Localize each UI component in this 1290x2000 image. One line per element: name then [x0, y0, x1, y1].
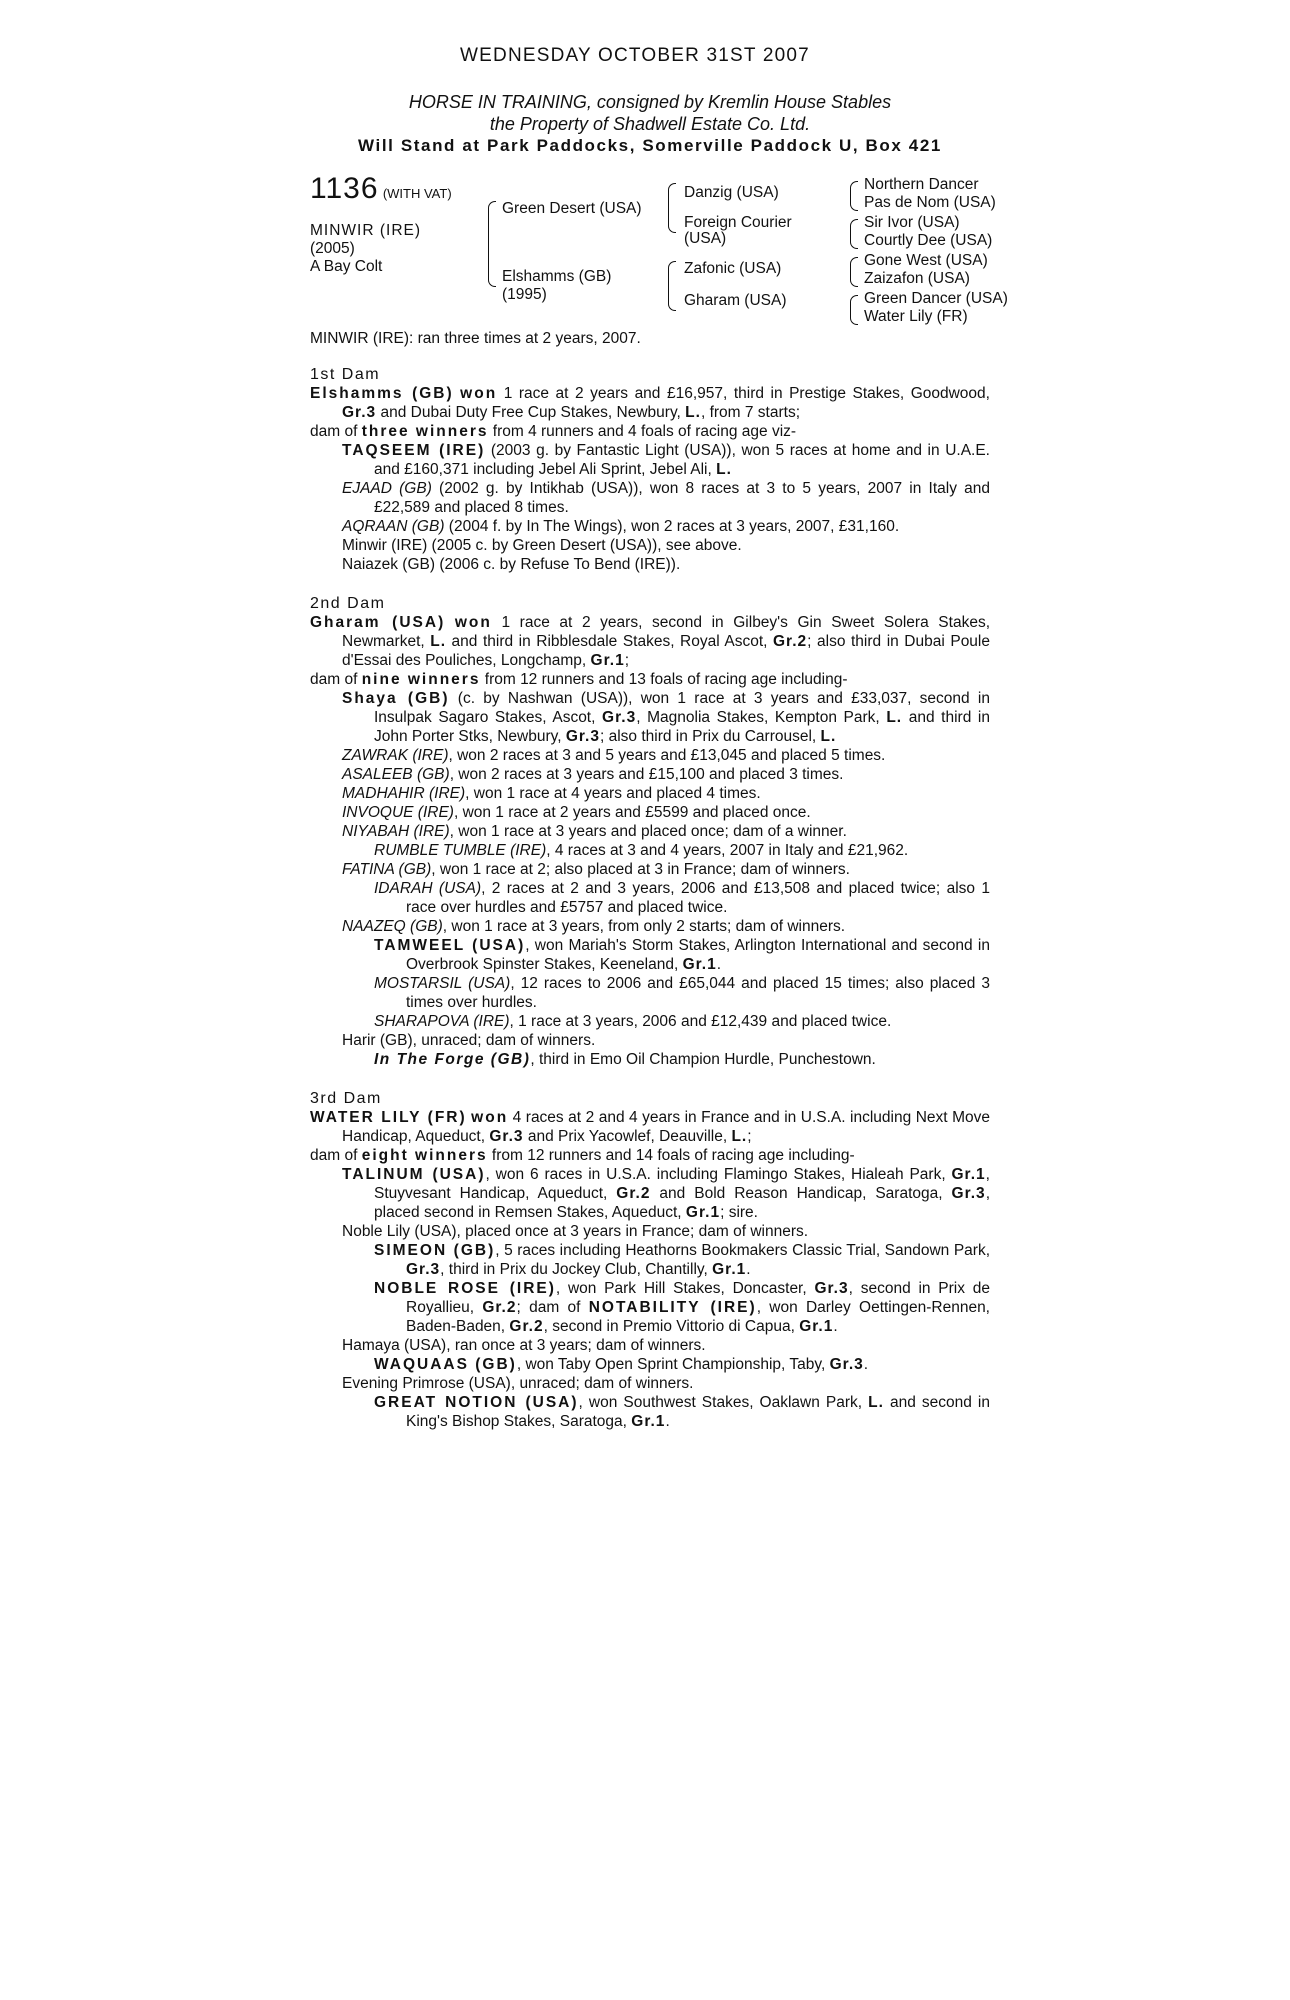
ped-sds: Sir Ivor (USA)	[864, 214, 960, 231]
produce-noble-rose: NOBLE ROSE (IRE), won Park Hill Stakes, Doncaster, Gr.3, second in Prix de Royallieu, Gr.2; dam of NOTABILITY (IRE), won Darley Oettingen-Rennen, Baden-Baden, Gr.2, second in Premio Vittorio di Capua, Gr.1.	[374, 1280, 991, 1335]
stabling-line: Will Stand at Park Paddocks, Somerville Paddock U, Box 421	[358, 136, 942, 155]
race-summary: MINWIR (IRE): ran three times at 2 years, 2007.	[310, 330, 641, 347]
vat-note: (WITH VAT)	[382, 186, 452, 201]
produce-rumble-tumble: RUMBLE TUMBLE (IRE), 4 races at 3 and 4 years, 2007 in Italy and £21,962.	[374, 842, 909, 859]
brace-dam	[668, 261, 676, 311]
produce-harir: Harir (GB), unraced; dam of winners.	[342, 1032, 596, 1049]
ped-sire-dam-2: (USA)	[684, 230, 727, 247]
third-dam-produce: dam of eight winners from 12 runners and 14 foals of racing age including-	[310, 1147, 855, 1164]
third-dam-title: 3rd Dam	[310, 1090, 382, 1107]
ped-sire-dam: Foreign Courier	[684, 214, 792, 231]
ped-dds: Green Dancer (USA)	[864, 290, 1008, 307]
brace-dd	[850, 295, 858, 325]
lot-number: 1136	[310, 172, 379, 205]
ped-sire: Green Desert (USA)	[502, 200, 642, 217]
pedigree-table	[310, 172, 1008, 347]
ped-sire-sire: Danzig (USA)	[684, 184, 779, 201]
lot-number-block	[310, 172, 452, 205]
produce-niyabah: NIYABAH (IRE), won 1 race at 3 years and placed once; dam of a winner.	[342, 823, 847, 840]
produce-simeon: SIMEON (GB), 5 races including Heathorns Bookmakers Classic Trial, Sandown Park, Gr.3, third in Prix du Jockey Club, Chantilly, Gr.1.	[374, 1242, 990, 1278]
brace-lot	[488, 201, 496, 287]
second-dam-title: 2nd Dam	[310, 595, 386, 612]
first-dam-section	[310, 365, 990, 574]
produce-zawrak: ZAWRAK (IRE), won 2 races at 3 and 5 years and £13,045 and placed 5 times.	[342, 747, 886, 764]
produce-hamaya: Hamaya (USA), ran once at 3 years; dam of winners.	[342, 1337, 706, 1354]
produce-fatina: FATINA (GB), won 1 race at 2; also placed at 3 in France; dam of winners.	[342, 861, 850, 878]
ped-ddd: Water Lily (FR)	[864, 308, 968, 325]
produce-talinum: TALINUM (USA), won 6 races in U.S.A. including Flamingo Stakes, Hialeah Park, Gr.1, Stuyvesant Handicap, Aqueduct, Gr.2 and Bold Reason Handicap, Saratoga, Gr.3, placed second in Remsen Stakes, Aqueduct, Gr.1; sire.	[342, 1166, 990, 1221]
horse-description: A Bay Colt	[310, 258, 383, 275]
brace-ss	[850, 181, 858, 211]
brace-sd	[850, 219, 858, 249]
produce-minwir: Minwir (IRE) (2005 c. by Green Desert (USA)), see above.	[342, 537, 742, 554]
second-dam-record: Gharam (USA) won 1 race at 2 years, second in Gilbey's Gin Sweet Solera Stakes, Newmarket, L. and third in Ribblesdale Stakes, Royal Ascot, Gr.2; also third in Dubai Poule d'Essai des Pouliches, Longchamp, Gr.1;	[310, 614, 990, 669]
produce-noble-lily: Noble Lily (USA), placed once at 3 years in France; dam of winners.	[342, 1223, 809, 1240]
second-dam-produce: dam of nine winners from 12 runners and 13 foals of racing age including-	[310, 671, 848, 688]
ped-dam: Elshamms (GB)	[502, 268, 612, 285]
third-dam-section	[310, 1089, 990, 1431]
third-dam-record: WATER LILY (FR) won 4 races at 2 and 4 years in France and in U.S.A. including Next Move Handicap, Aqueduct, Gr.3 and Prix Yacowlef, Deauville, L.;	[310, 1109, 990, 1145]
first-dam-produce: dam of three winners from 4 runners and 4 foals of racing age viz-	[310, 423, 797, 440]
produce-madhahir: MADHAHIR (IRE), won 1 race at 4 years and placed 4 times.	[342, 785, 761, 802]
produce-invoque: INVOQUE (IRE), won 1 race at 2 years and £5599 and placed once.	[342, 804, 811, 821]
ped-dsd: Zaizafon (USA)	[864, 270, 970, 287]
produce-naiazek: Naiazek (GB) (2006 c. by Refuse To Bend (IRE)).	[342, 556, 681, 573]
produce-in-the-forge: In The Forge (GB), third in Emo Oil Champion Hurdle, Punchestown.	[374, 1051, 876, 1068]
horse-name: MINWIR (IRE)	[310, 222, 422, 239]
produce-asaleeb: ASALEEB (GB), won 2 races at 3 years and £15,100 and placed 3 times.	[342, 766, 844, 783]
first-dam-record: Elshamms (GB) won 1 race at 2 years and £16,957, third in Prestige Stakes, Goodwood, Gr.3 and Dubai Duty Free Cup Stakes, Newbury, L., from 7 starts;	[310, 385, 990, 421]
brace-sire	[668, 183, 676, 233]
produce-shaya: Shaya (GB) (c. by Nashwan (USA)), won 1 race at 3 years and £33,037, second in Insulpak Sagaro Stakes, Ascot, Gr.3, Magnolia Stakes, Kempton Park, L. and third in John Porter Stks, Newbury, Gr.3; also third in Prix du Carrousel, L.	[342, 690, 990, 745]
second-dam-section	[310, 594, 990, 1069]
owner-line: the Property of Shadwell Estate Co. Ltd.	[489, 114, 811, 134]
first-dam-title: 1st Dam	[310, 366, 381, 383]
produce-sharapova: SHARAPOVA (IRE), 1 race at 3 years, 2006 and £12,439 and placed twice.	[374, 1013, 892, 1030]
produce-taqseem: TAQSEEM (IRE) (2003 g. by Fantastic Light (USA)), won 5 races at home and in U.A.E. and £160,371 including Jebel Ali Sprint, Jebel Ali, L.	[342, 442, 990, 478]
ped-ssd: Pas de Nom (USA)	[864, 194, 996, 211]
consignor-line: HORSE IN TRAINING, consigned by Kremlin House Stables	[408, 92, 892, 112]
ped-sss: Northern Dancer	[864, 176, 979, 193]
ped-dss: Gone West (USA)	[864, 252, 988, 269]
ped-dam-dam: Gharam (USA)	[684, 292, 787, 309]
ped-sdd: Courtly Dee (USA)	[864, 232, 993, 249]
produce-mostarsil: MOSTARSIL (USA), 12 races to 2006 and £65,044 and placed 15 times; also placed 3 times over hurdles.	[374, 975, 990, 1011]
horse-year: (2005)	[310, 240, 355, 257]
produce-ejaad: EJAAD (GB) (2002 g. by Intikhab (USA)), won 8 races at 3 to 5 years, 2007 in Italy and £22,589 and placed 8 times.	[342, 480, 991, 516]
ped-dam-sire: Zafonic (USA)	[684, 260, 782, 277]
ped-dam-year: (1995)	[502, 286, 547, 303]
brace-ds	[850, 257, 858, 287]
catalogue-page	[310, 45, 1008, 1431]
sale-date: WEDNESDAY OCTOBER 31ST 2007	[460, 45, 810, 66]
produce-aqraan: AQRAAN (GB) (2004 f. by In The Wings), won 2 races at 3 years, 2007, £31,160.	[342, 518, 900, 535]
produce-waquaas: WAQUAAS (GB), won Taby Open Sprint Championship, Taby, Gr.3.	[374, 1356, 869, 1373]
produce-idarah: IDARAH (USA), 2 races at 2 and 3 years, 2006 and £13,508 and placed twice; also 1 race over hurdles and £5757 and placed twice.	[374, 880, 990, 916]
produce-tamweel: TAMWEEL (USA), won Mariah's Storm Stakes, Arlington International and second in Overbrook Spinster Stakes, Keeneland, Gr.1.	[374, 937, 990, 973]
produce-naazeq: NAAZEQ (GB), won 1 race at 3 years, from only 2 starts; dam of winners.	[342, 918, 846, 935]
produce-great-notion: GREAT NOTION (USA), won Southwest Stakes, Oaklawn Park, L. and second in King's Bishop Stakes, Saratoga, Gr.1.	[374, 1394, 990, 1430]
produce-evening-primrose: Evening Primrose (USA), unraced; dam of winners.	[342, 1375, 694, 1392]
